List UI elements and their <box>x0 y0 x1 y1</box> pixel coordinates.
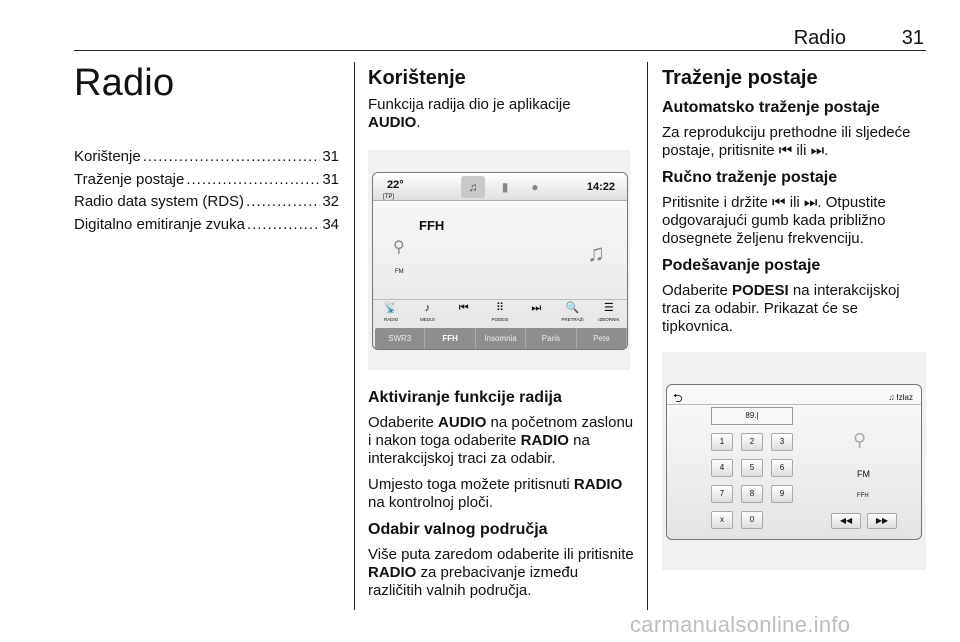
tune-label: PODESI <box>491 317 509 322</box>
seek-back-icon: ⏮ <box>778 142 793 159</box>
station-name: FFH <box>419 218 445 233</box>
radio-screen-figure <box>368 150 630 370</box>
toc-entry[interactable] <box>74 191 339 214</box>
toc-entry-title: Korištenje <box>74 148 141 165</box>
toc-entry-page: 34 <box>322 215 339 233</box>
toc-entry-title: Traženje postaje <box>74 170 185 188</box>
preset-button[interactable]: SWR3 <box>375 328 425 349</box>
column-divider <box>647 62 648 610</box>
seek-back-button[interactable] <box>447 300 481 327</box>
frequency-input[interactable]: 89.| <box>711 407 793 425</box>
text: Odaberite <box>662 282 733 299</box>
menu-button[interactable] <box>592 300 626 327</box>
section-heading: Korištenje <box>368 67 466 89</box>
section-heading: Traženje postaje <box>662 67 818 89</box>
text: Pritisnite i držite <box>662 194 773 211</box>
key-6[interactable]: 6 <box>771 459 793 477</box>
album-art-icon: ♫ <box>587 240 605 267</box>
seek-back-button[interactable]: ◀◀ <box>831 513 861 529</box>
paragraph <box>368 476 636 512</box>
column-divider <box>354 62 355 610</box>
key-4[interactable]: 4 <box>711 459 733 477</box>
text: Više puta zaredom odaberite ili pritisnite <box>368 546 634 563</box>
toc-entry-page: 31 <box>322 170 339 188</box>
search-icon: 🔍 <box>565 302 580 314</box>
header-rule <box>74 50 926 51</box>
preset-button[interactable]: Pete <box>577 328 627 349</box>
running-head <box>74 27 926 51</box>
seek-forward-button[interactable]: ▶▶ <box>867 513 897 529</box>
antenna-icon: ⚲ <box>393 239 405 256</box>
key-1[interactable]: 1 <box>711 433 733 451</box>
key-5[interactable]: 5 <box>741 459 763 477</box>
clock: 14:22 <box>586 181 615 193</box>
audio-tab-icon[interactable]: ♫ <box>461 176 485 198</box>
preset-bar <box>375 328 627 349</box>
key-9[interactable]: 9 <box>771 485 793 503</box>
key-clear[interactable]: x <box>711 511 733 529</box>
band-label: FM <box>395 269 404 275</box>
radio-icon: 📡 <box>384 302 398 314</box>
subheading: Odabir valnog područja <box>368 521 548 538</box>
text: . Otpustite odgovarajući gumb kada približno dosegnete željenu frekvenciju. <box>662 194 886 247</box>
toc-entry-page: 31 <box>322 148 339 165</box>
text: ili <box>785 194 804 211</box>
exit-button[interactable] <box>888 389 913 407</box>
antenna-icon: ⚲ <box>853 430 867 450</box>
toc-leader <box>186 169 320 192</box>
text: Za reprodukciju prethodne ili sljedeće postaje, pritisnite <box>662 124 911 159</box>
key-7[interactable]: 7 <box>711 485 733 503</box>
bold-term: RADIO <box>520 432 569 449</box>
preset-button[interactable]: Insomnia <box>476 328 526 349</box>
media-label: MEDIJI <box>420 317 435 322</box>
bold-term: AUDIO <box>368 114 417 131</box>
seek-forward-icon: ⏭ <box>810 142 825 159</box>
radio-label: RADIO <box>384 317 399 322</box>
status-bar <box>373 173 627 201</box>
text: za prebacivanje između različitih valnih područja. <box>368 564 579 599</box>
text: na početnom zaslonu i nakon toga odaberite <box>368 414 634 449</box>
text: na interakcijskoj traci za odabir. <box>368 432 590 467</box>
seek-forward-icon: ⏭ <box>803 194 818 211</box>
key-8[interactable]: 8 <box>741 485 763 503</box>
temperature: 22° <box>387 179 404 191</box>
radio-button[interactable] <box>374 300 408 327</box>
toc-leader <box>247 214 320 237</box>
toc-entry-title: Radio data system (RDS) <box>74 193 245 210</box>
seek-forward-button[interactable] <box>519 300 553 327</box>
table-of-contents <box>74 146 339 236</box>
radio-screen <box>372 172 628 350</box>
station-name: FFH <box>857 493 869 499</box>
key-0[interactable]: 0 <box>741 511 763 529</box>
search-label: PRETRAŽI <box>561 317 584 322</box>
toc-entry[interactable] <box>74 146 339 169</box>
text: . <box>416 114 421 131</box>
toc-entry[interactable] <box>74 214 339 237</box>
nav-tab-icon[interactable]: ● <box>531 180 539 194</box>
toc-leader <box>143 146 321 169</box>
paragraph <box>662 194 926 248</box>
band-label: FM <box>857 469 870 479</box>
running-head-title: Radio <box>793 27 846 49</box>
menu-label: IZBORNIK <box>598 317 620 322</box>
text: ili <box>792 142 811 159</box>
toc-entry[interactable] <box>74 169 339 192</box>
key-3[interactable]: 3 <box>771 433 793 451</box>
chapter-title: Radio <box>74 62 175 104</box>
preset-button[interactable]: FFH <box>425 328 475 349</box>
page-number: 31 <box>901 27 924 49</box>
keypad-top-bar <box>667 385 921 405</box>
music-note-icon: ♪ <box>424 302 431 314</box>
text: Funkcija radija dio je aplikacije <box>368 96 571 113</box>
toc-entry-page: 32 <box>322 193 339 210</box>
keypad-screen <box>666 384 922 540</box>
watermark: carmanualsonline.info <box>630 612 851 637</box>
text: na interakcijskoj traci za odabir. Prikazat će se tipkovnica. <box>662 282 900 335</box>
text: . <box>824 142 829 159</box>
bold-term: PODESI <box>732 282 789 299</box>
bold-term: AUDIO <box>438 414 487 431</box>
toc-leader <box>246 191 320 214</box>
column-traženje <box>662 66 926 570</box>
subheading: Automatsko traženje postaje <box>662 99 880 116</box>
favourites-list-icon: ☰ <box>603 302 614 314</box>
paragraph <box>662 124 926 160</box>
tp-indicator: [TP] <box>383 194 395 200</box>
key-2[interactable]: 2 <box>741 433 763 451</box>
intro-paragraph <box>368 96 636 132</box>
seek-forward-icon: ⏭ <box>531 302 542 314</box>
tune-button[interactable] <box>483 300 517 327</box>
toc-entry-title: Digitalno emitiranje zvuka <box>74 215 245 233</box>
keypad-screen-figure <box>662 352 926 570</box>
keypad-icon: ⠿ <box>495 302 505 314</box>
paragraph <box>368 546 636 600</box>
back-icon[interactable]: ⮌ <box>673 391 683 405</box>
exit-label: Izlaz <box>896 393 913 402</box>
subheading: Ručno traženje postaje <box>662 169 838 186</box>
text: na kontrolnoj ploči. <box>368 494 494 511</box>
subheading: Podešavanje postaje <box>662 257 821 274</box>
seek-back-icon: ⏮ <box>458 302 469 314</box>
subheading: Aktiviranje funkcije radija <box>368 389 562 406</box>
paragraph <box>368 414 636 468</box>
text: Umjesto toga možete pritisnuti <box>368 476 574 493</box>
seek-back-icon: ⏮ <box>772 194 786 211</box>
bold-term: RADIO <box>368 564 417 581</box>
music-note-icon: ♫ <box>888 393 897 402</box>
preset-button[interactable]: Paris <box>526 328 576 349</box>
search-button[interactable] <box>556 300 590 327</box>
bold-term: RADIO <box>573 476 623 493</box>
text: Odaberite <box>368 414 439 431</box>
interaction-bar <box>373 299 627 327</box>
column-korištenje <box>368 66 636 608</box>
media-button[interactable] <box>410 300 444 327</box>
phone-tab-icon[interactable]: ▮ <box>501 180 509 194</box>
paragraph <box>662 282 926 336</box>
